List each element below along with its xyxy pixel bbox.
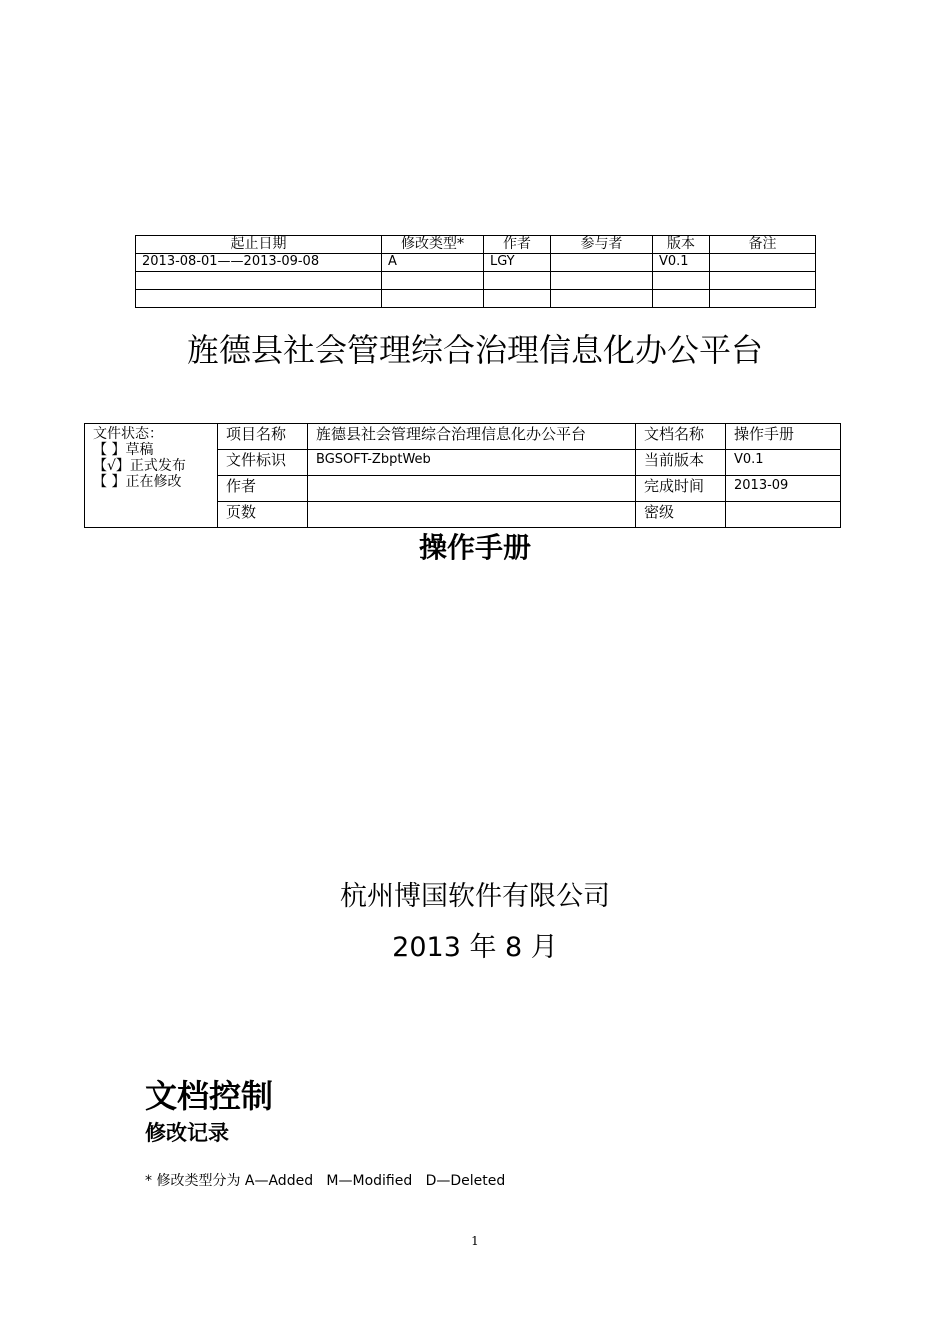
empty-cell xyxy=(136,290,382,308)
revision-header-row xyxy=(136,236,816,254)
header-remarks: 备注 xyxy=(710,236,816,254)
header-date-range: 起止日期 xyxy=(136,236,382,254)
page-number: 1 xyxy=(471,1234,479,1248)
pages-label: 页数 xyxy=(218,502,308,528)
company-name: 杭州博国软件有限公司 xyxy=(340,881,610,912)
file-id-value: BGSOFT-ZbptWeb xyxy=(308,450,636,476)
table-row xyxy=(136,290,816,308)
sub-heading: 修改记录 xyxy=(145,1121,229,1145)
completion-time-label: 完成时间 xyxy=(636,476,726,502)
empty-cell xyxy=(484,290,551,308)
header-participants: 参与者 xyxy=(551,236,653,254)
document-info-table xyxy=(84,423,841,528)
main-title: 旌德县社会管理综合治理信息化办公平台 xyxy=(186,331,763,369)
secrecy-value xyxy=(726,502,841,528)
cell-change-type: A xyxy=(382,254,484,272)
empty-cell xyxy=(484,272,551,290)
status-option-draft: 【 】草稿 xyxy=(93,442,154,458)
empty-cell xyxy=(551,290,653,308)
publish-date: 2013 年 8 月 xyxy=(392,932,558,963)
document-title: 操作手册 xyxy=(418,531,531,564)
empty-cell xyxy=(710,290,816,308)
project-name-label: 项目名称 xyxy=(218,424,308,450)
current-version-label: 当前版本 xyxy=(636,450,726,476)
current-version-value: V0.1 xyxy=(726,450,841,476)
file-status-label: 文件状态： xyxy=(93,426,163,442)
doc-name-value: 操作手册 xyxy=(726,424,841,450)
empty-cell xyxy=(382,272,484,290)
author-label: 作者 xyxy=(218,476,308,502)
info-row xyxy=(85,424,841,450)
header-version: 版本 xyxy=(653,236,710,254)
empty-cell xyxy=(382,290,484,308)
cell-remarks xyxy=(710,254,816,272)
header-change-type: 修改类型* xyxy=(382,236,484,254)
cell-version: V0.1 xyxy=(653,254,710,272)
file-id-label: 文件标识 xyxy=(218,450,308,476)
cell-date-range: 2013-08-01——2013-09-08 xyxy=(136,254,382,272)
empty-cell xyxy=(653,272,710,290)
cell-participants xyxy=(551,254,653,272)
change-type-footnote: * 修改类型分为 A—Added M—Modified D—Deleted xyxy=(145,1173,506,1189)
secrecy-label: 密级 xyxy=(636,502,726,528)
empty-cell xyxy=(653,290,710,308)
author-value xyxy=(308,476,636,502)
pages-value xyxy=(308,502,636,528)
section-heading: 文档控制 xyxy=(145,1077,274,1115)
status-option-published: 【√】正式发布 xyxy=(93,458,186,474)
status-option-modifying: 【 】正在修改 xyxy=(93,474,182,490)
table-row xyxy=(136,272,816,290)
revision-table xyxy=(135,235,816,308)
table-row xyxy=(136,254,816,272)
cell-author: LGY xyxy=(484,254,551,272)
doc-name-label: 文档名称 xyxy=(636,424,726,450)
empty-cell xyxy=(710,272,816,290)
header-author: 作者 xyxy=(484,236,551,254)
empty-cell xyxy=(136,272,382,290)
project-name-value: 旌德县社会管理综合治理信息化办公平台 xyxy=(308,424,636,450)
completion-time-value: 2013-09 xyxy=(726,476,841,502)
empty-cell xyxy=(551,272,653,290)
file-status-cell xyxy=(85,424,218,528)
